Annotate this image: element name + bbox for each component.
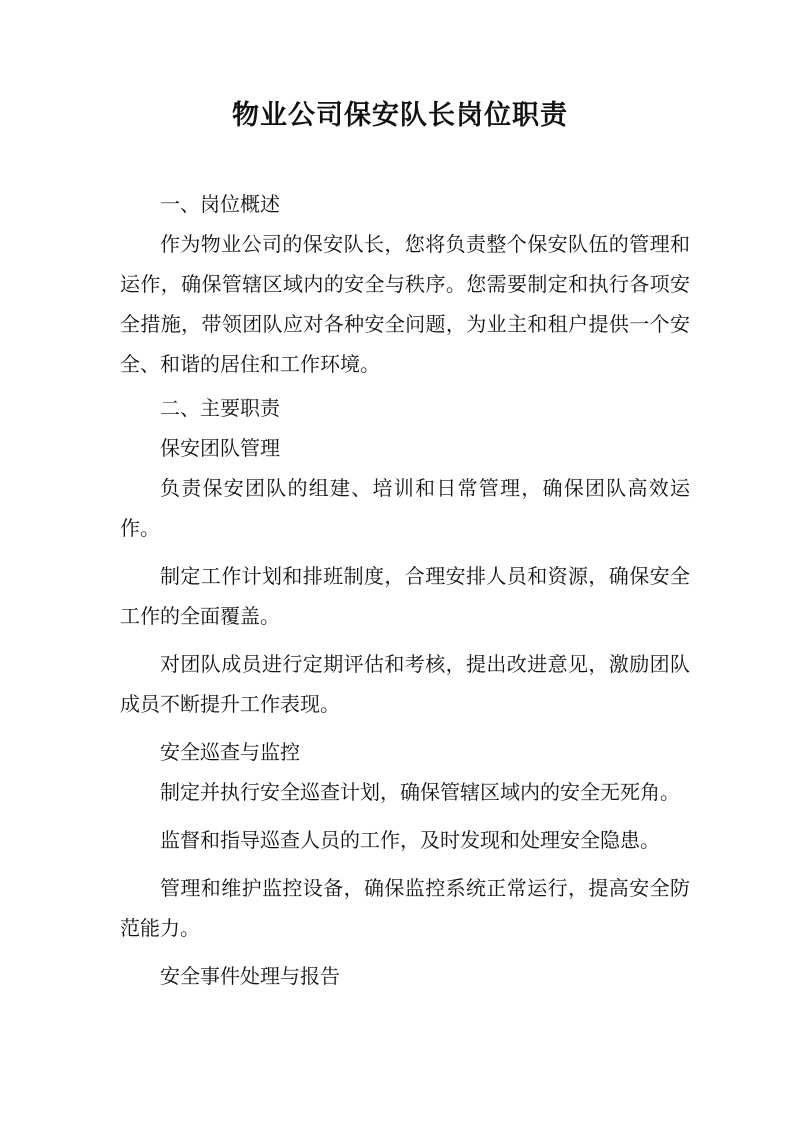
patrol-monitoring-item: 监督和指导巡查人员的工作，及时发现和处理安全隐患。 [160,828,660,852]
team-management-item: 负责保安团队的组建、培训和日常管理，确保团队高效运作。 [120,476,690,540]
patrol-monitoring-heading: 安全巡查与监控 [160,740,300,764]
team-management-item: 制定工作计划和排班制度，合理安排人员和资源，确保安全工作的全面覆盖。 [120,564,690,628]
team-management-heading: 保安团队管理 [160,436,280,460]
section-overview-paragraph: 作为物业公司的保安队长，您将负责整个保安队伍的管理和运作，确保管辖区域内的安全与秩序。您需要制定和执行各项安全措施，带领团队应对各种安全问题，为业主和租户提供一个安全、和谐的居住和工作环境。 [120,232,690,376]
section-duties-heading: 二、主要职责 [160,396,280,420]
document-body [120,184,690,996]
team-management-item: 对团队成员进行定期评估和考核，提出改进意见，激励团队成员不断提升工作表现。 [120,652,690,716]
patrol-monitoring-item: 制定并执行安全巡查计划，确保管辖区域内的安全无死角。 [160,780,680,804]
section-overview-heading: 一、岗位概述 [160,192,280,216]
incident-handling-heading: 安全事件处理与报告 [160,964,340,988]
patrol-monitoring-item: 管理和维护监控设备，确保监控系统正常运行，提高安全防范能力。 [120,876,690,940]
document-title: 物业公司保安队长岗位职责 [232,100,568,131]
